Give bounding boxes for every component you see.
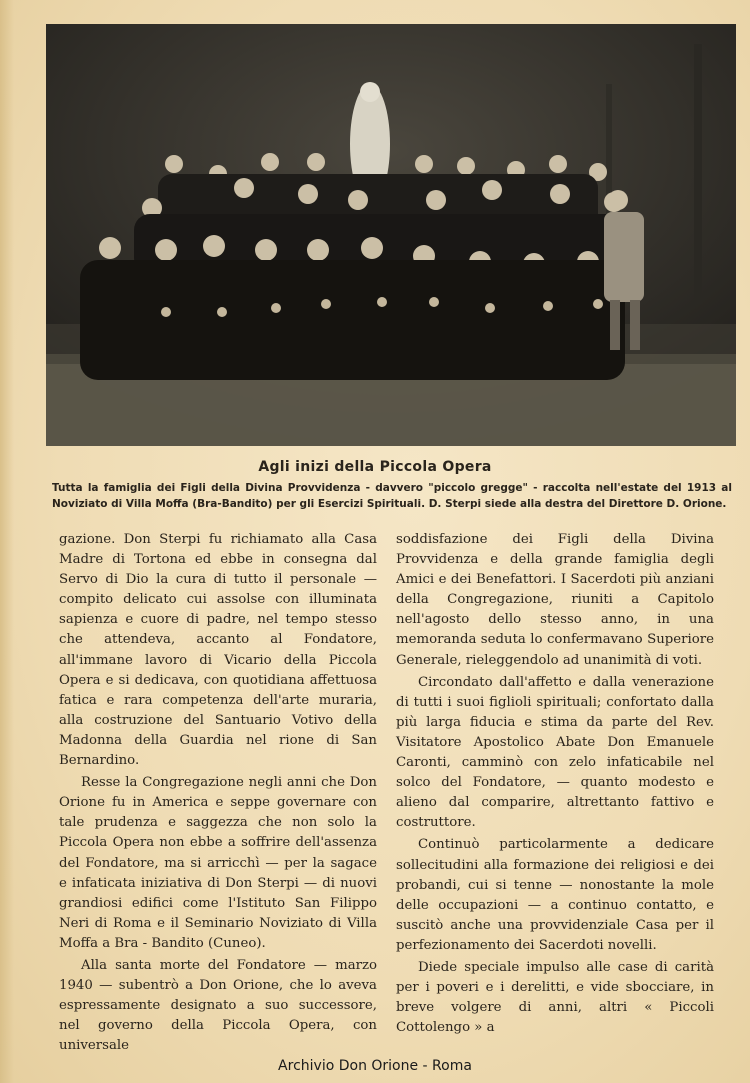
paragraph: soddisfazione dei Figli della Divina Provvidenza e della grande famiglia degli Amici e dei Benefattori. I Sacerdoti più anziani della Congregazione, riuniti a Capitolo nell'agosto dello stesso anno, in una memoranda seduta lo confermavano Superiore Generale, rieleggendolo ad unanimità di voti. xyxy=(396,532,714,668)
group-photograph xyxy=(46,24,736,446)
paragraph: Circondato dall'affetto e dalla venerazione di tutti i suoi figlioli spirituali; confortato dalla più larga fiducia e stima da parte del Rev. Visitatore Apostolico Abate Don Emanuele Caronti, camminò con zelo infaticabile nel solco del Fondatore, — quanto modesto e alieno dal comparire, altrettanto fattivo e costruttore. xyxy=(396,674,714,831)
page-binding-shadow xyxy=(0,0,14,1083)
article-column-right xyxy=(396,530,714,1038)
paragraph: Continuò particolarmente a dedicare sollecitudini alla formazione dei religiosi e dei probandi, cui si tenne — nonostante la mole delle occupazioni — a continuo contatto, e suscitò anche una provvidenziale Casa per il perfezionamento dei Sacerdoti novelli. xyxy=(396,837,714,953)
photo-illustration xyxy=(46,24,736,446)
paragraph: Resse la Congregazione negli anni che Don Orione fu in America e seppe governare con tale prudenza e saggezza che non solo la Piccola Opera non ebbe a soffrire dell'assenza del Fondatore, ma si arricchì — per la sagace e infaticata iniziativa di Don Sterpi — di nuovi grandiosi edifici come l'Istituto San Filippo Neri di Roma e il Seminario Noviziato di Villa Moffa a Bra - Bandito (Cuneo). xyxy=(59,775,377,951)
article-column-left xyxy=(59,530,377,1056)
paragraph: Alla santa morte del Fondatore — marzo 1940 — subentrò a Don Orione, che lo aveva espressamente designato a suo successore, nel governo della Piccola Opera, con universale xyxy=(59,957,377,1054)
caption-title: Agli inizi della Piccola Opera xyxy=(258,459,492,475)
archive-footer: Archivio Don Orione - Roma xyxy=(278,1058,472,1074)
caption-text: Tutta la famiglia dei Figli della Divina Provvidenza - davvero "piccolo gregge" - raccolta nell'estate del 1913 al Noviziato di Villa Moffa (Bra-Bandito) per gli Esercizi Spirituali. D. Sterpi siede alla destra del Direttore D. Orione. xyxy=(52,482,732,510)
paragraph: gazione. Don Sterpi fu richiamato alla Casa Madre di Tortona ed ebbe in consegna dal Servo di Dio la cura di tutto il personale — compito delicato cui assolse con illuminata sapienza e cuore di padre, nel tempo stesso che attendeva, accanto al Fondatore, all'immane lavoro di Vicario della Piccola Opera e si dedicava, con quotidiana affettuosa fatica e rara competenza dell'arte muraria, alla costruzione del Santuario Votivo della Madonna della Guardia nel rione di San Bernardino. xyxy=(59,532,377,769)
paragraph: Diede speciale impulso alle case di carità per i poveri e i derelitti, e vide sbocciare, in breve volgere di anni, altri « Piccoli Cottolengo » a xyxy=(396,959,714,1036)
